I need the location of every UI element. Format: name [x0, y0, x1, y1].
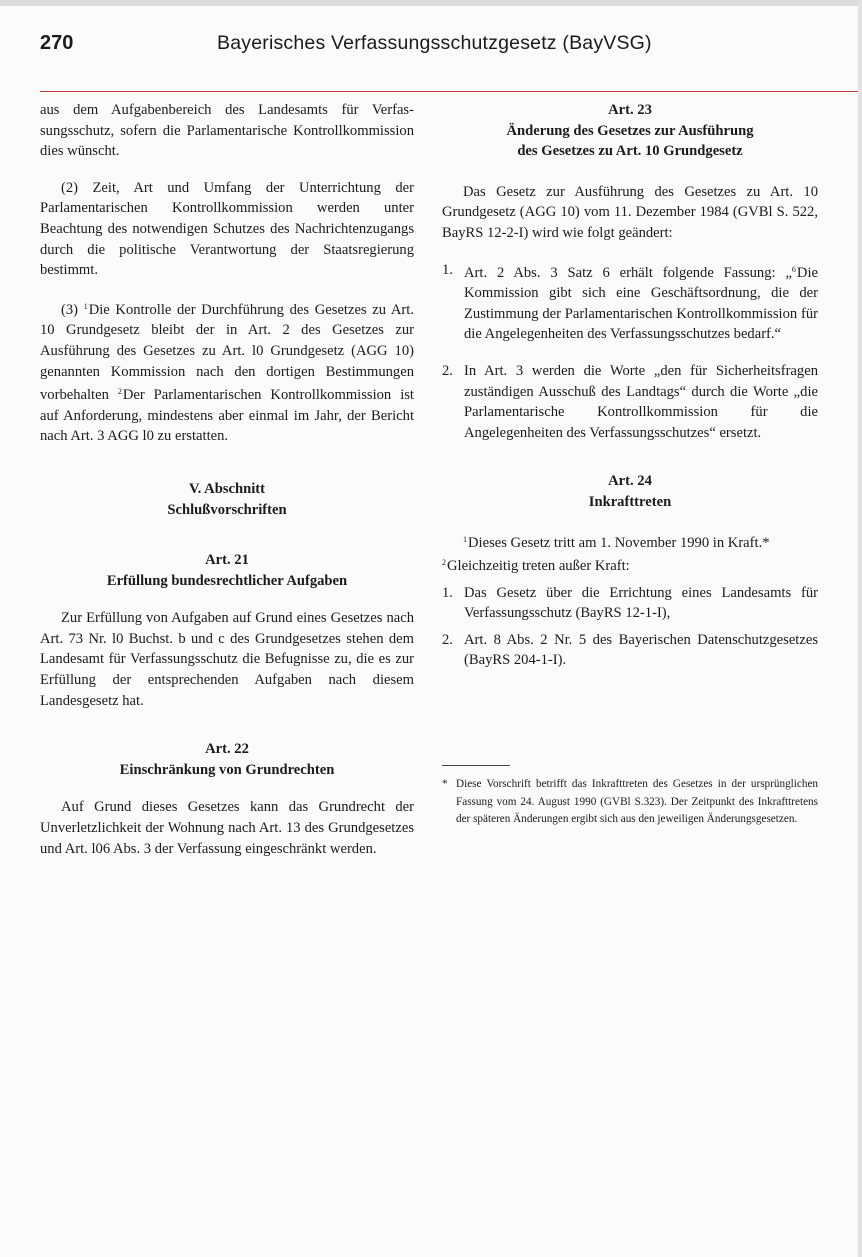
footnote-rule — [442, 765, 510, 766]
list-item: 1. Das Gesetz über die Errichtung eines Landesamts für Verfassungsschutz (BayRS 12-1-I), — [442, 584, 818, 622]
list-item: 2. In Art. 3 werden die Worte „den für Sicherheitsfragen zuständigen Ausschuß des Landtags“ durch die Worte „die Parlamentarische Kontrollkommission für die Angelegenheiten des Verfassungsschutzes“ ersetzt. — [442, 362, 818, 441]
article-title: Inkrafttreten — [588, 493, 672, 510]
page-number: 270 — [40, 32, 74, 54]
list-item: 1. Art. 2 Abs. 3 Satz 6 erhält folgende Fassung: „$^6$Die Kommission gibt sich eine Geschäftsordnung, die der Zustimmung der Parlamentarischen Kontrollkommission für die Angelegenheiten des Verfassungsschutzes bedarf.“ — [442, 261, 818, 343]
header-rule — [40, 91, 858, 92]
right-column — [442, 100, 818, 829]
article-number: Art. 24 — [608, 473, 652, 490]
scan-right-edge — [858, 0, 862, 1257]
section-label: V. Abschnitt — [189, 480, 265, 497]
list-item: 2. Art. 8 Abs. 2 Nr. 5 des Bayerischen Datenschutzgesetzes (BayRS 204-1-I). — [442, 631, 818, 669]
article-24-sentence-2: $^2$Gleichzeitig treten außer Kraft: — [442, 558, 630, 575]
section-title: Schlußvorschriften — [167, 501, 287, 518]
article-23-intro: Das Gesetz zur Ausführung des Gesetzes zu Art. 10 Grundgesetz (AGG 10) vom 11. Dezember 1984 (GVBl S. 522, BayRS 12-2-I) wird wie folgt geändert: — [442, 183, 818, 241]
sentence-number: 1 — [463, 534, 467, 544]
footnote — [442, 776, 818, 829]
paragraph-2: (2) Zeit, Art und Umfang der Unterrichtung der Parlamentarischen Kontrollkommission werden unter Beachtung des notwendigen Schutzes des Nachrichtenzugangs durch die politische Verantwortung der Staatsregierung bestimmt. — [40, 179, 414, 279]
sentence-number: 1 — [83, 301, 88, 311]
article-number: Art. 21 — [205, 552, 249, 569]
running-title: Bayerisches Verfassungsschutzgesetz (BayVSG) — [217, 32, 652, 54]
sentence-number: 2 — [442, 558, 446, 568]
scan-top-edge — [0, 0, 862, 6]
article-21-heading — [40, 550, 414, 591]
footnote-mark: * — [442, 778, 448, 791]
article-title: Einschränkung von Grundrechten — [119, 761, 335, 778]
sentence-number: 6 — [791, 264, 796, 274]
article-number: Art. 23 — [608, 102, 652, 118]
paragraph-continuation: aus dem Aufgabenbereich des Landesamts für Verfassungsschutz, sofern die Parlamentarische Kontrollkommission dies wünscht. — [40, 102, 414, 160]
sentence-number: 2 — [117, 387, 122, 397]
article-title-line: Änderung des Gesetzes zur Ausführung — [506, 122, 754, 139]
article-22-text: Auf Grund dieses Gesetzes kann das Grundrecht der Unverletzlichkeit der Wohnung nach Art. 13 des Grundgesetzes und Art. l06 Abs. 3 der Verfassung eingeschränkt werden. — [40, 799, 414, 857]
article-24-heading — [442, 471, 818, 512]
article-22-heading — [40, 739, 414, 780]
left-column — [40, 100, 414, 859]
article-23-heading — [442, 100, 818, 162]
repeal-list — [442, 583, 818, 671]
article-title: Erfüllung bundesrechtlicher Aufgaben — [106, 572, 348, 589]
article-title-line: des Gesetzes zu Art. 10 Grundgesetz — [517, 143, 743, 160]
footnote-text: Diese Vorschrift betrifft das Inkrafttreten des Gesetzes in der ursprünglichen Fassung vom 24. August 1990 (GVBl S.323). Der Zeitpunkt des Inkrafttretens der späteren Änderungen ergibt sich aus den jeweiligen Änderungsgesetzen. — [456, 778, 818, 826]
amendment-list — [442, 260, 818, 444]
paragraph-3: (3) $^1$Die Kontrolle der Durchführung des Gesetzes zu Art. 10 Grundgesetz bleibt der in Art. 2 des Gesetzes zur Ausführung des Gesetzes zu Art. l0 Grundgesetz (AGG 10) genannten Kommission nach den dortigen Bestimmungen vorbehalten $^2$Der Parlamentarischen Kontrollkommission ist auf Anforderung, mindestens aber einmal im Jahr, der Bericht nach Art. 3 AGG l0 zu erstatten. — [40, 301, 414, 445]
page-header — [40, 32, 818, 60]
article-21-text: Zur Erfüllung von Aufgaben auf Grund eines Gesetzes nach Art. 73 Nr. l0 Buchst. b und c des Grundgesetzes stehen dem Landesamt für Verfassungsschutz die Befugnisse zu, die es zur Erfüllung der entsprechenden Aufgaben nach diesem Landesgesetz hat. — [40, 610, 414, 709]
section-heading — [40, 479, 414, 520]
article-24-sentence-1: $^1$Dieses Gesetz tritt am 1. November 1990 in Kraft.* — [463, 534, 770, 551]
article-number: Art. 22 — [205, 741, 249, 758]
